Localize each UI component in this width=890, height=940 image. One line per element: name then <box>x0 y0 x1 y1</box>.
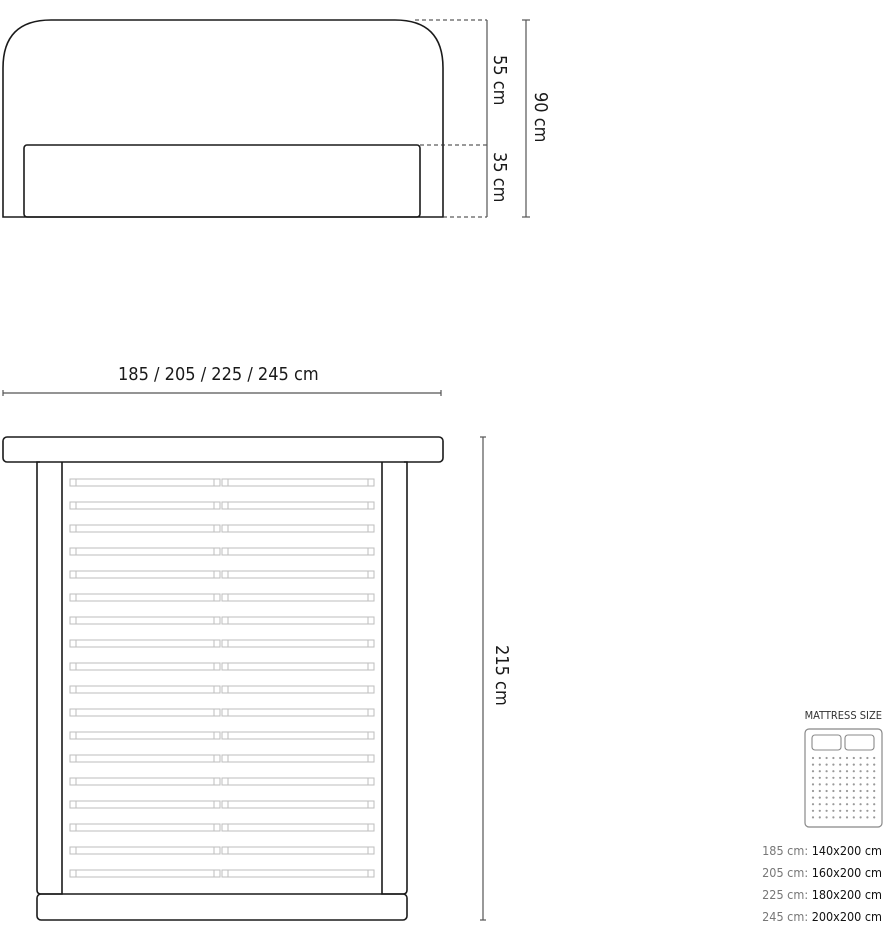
mattress-dot <box>839 810 841 812</box>
mattress-dot <box>832 770 834 772</box>
mattress-dot <box>846 797 848 799</box>
dimension-line-length <box>480 437 486 920</box>
slat <box>70 709 220 716</box>
mattress-dot <box>812 764 814 766</box>
mattress-dot <box>853 770 855 772</box>
slat <box>222 617 374 624</box>
mattress-dot <box>873 816 875 818</box>
mattress-dot <box>846 770 848 772</box>
mattress-dot <box>866 770 868 772</box>
mattress-dot <box>812 757 814 759</box>
mattress-dot <box>846 783 848 785</box>
mattress-dot <box>826 777 828 779</box>
mattress-dot <box>812 803 814 805</box>
mattress-dot <box>873 777 875 779</box>
mattress-dot <box>853 810 855 812</box>
mattress-dot <box>846 810 848 812</box>
mattress-size-list <box>762 840 882 928</box>
mattress-dot <box>860 770 862 772</box>
slats <box>70 479 374 877</box>
headboard-top <box>3 437 443 462</box>
size-row: 245 cm: 200x200 cm <box>762 909 882 924</box>
slat <box>222 755 374 762</box>
dim-base-label: 35 cm <box>489 152 510 203</box>
mattress-dot <box>812 797 814 799</box>
slat <box>222 824 374 831</box>
mattress-size-title: MATTRESS SIZE <box>804 709 882 722</box>
slat <box>222 548 374 555</box>
dimension-line-width <box>3 390 441 396</box>
dim-length-label: 215 cm <box>491 645 512 706</box>
mattress-dot <box>860 810 862 812</box>
dim-headboard-label: 55 cm <box>489 55 510 106</box>
size-row: 185 cm: 140x200 cm <box>762 843 882 858</box>
dim-total-height-label: 90 cm <box>530 92 551 143</box>
slat <box>70 571 220 578</box>
mattress-dot <box>819 797 821 799</box>
slat <box>222 571 374 578</box>
mattress-dot <box>873 803 875 805</box>
mattress-dot <box>826 764 828 766</box>
mattress-dot <box>873 770 875 772</box>
pillow-icon-right <box>845 735 874 750</box>
slat <box>222 870 374 877</box>
mattress-dot <box>873 757 875 759</box>
mattress-dot <box>839 757 841 759</box>
mattress-dot <box>819 803 821 805</box>
mattress-dot <box>853 803 855 805</box>
mattress-dot <box>819 810 821 812</box>
mattress-dot <box>873 810 875 812</box>
dimension-guides <box>415 20 487 217</box>
mattress-dot <box>819 777 821 779</box>
slat <box>70 686 220 693</box>
mattress-dot <box>846 777 848 779</box>
mattress-dot <box>839 816 841 818</box>
mattress-dot <box>860 757 862 759</box>
mattress-dot <box>832 790 834 792</box>
mattress-dot <box>839 777 841 779</box>
footboard-top <box>37 894 407 920</box>
slat <box>222 525 374 532</box>
mattress-dot <box>832 757 834 759</box>
mattress-dot <box>846 803 848 805</box>
mattress-dot <box>860 803 862 805</box>
slat <box>222 801 374 808</box>
mattress-dot <box>866 790 868 792</box>
mattress-dot <box>853 783 855 785</box>
headboard-front <box>3 20 443 217</box>
mattress-dot <box>826 810 828 812</box>
size-row: 225 cm: 180x200 cm <box>762 887 882 902</box>
slat <box>222 732 374 739</box>
slat <box>70 502 220 509</box>
slat <box>70 732 220 739</box>
mattress-dot <box>860 816 862 818</box>
base-front <box>24 145 420 217</box>
mattress-dot <box>860 797 862 799</box>
mattress-dot <box>860 777 862 779</box>
mattress-dot <box>826 757 828 759</box>
mattress-dot <box>866 816 868 818</box>
mattress-dot <box>812 777 814 779</box>
mattress-dot <box>866 777 868 779</box>
slat <box>70 755 220 762</box>
slat <box>70 663 220 670</box>
slat <box>222 479 374 486</box>
slat <box>70 525 220 532</box>
slat <box>70 847 220 854</box>
side-rail-right <box>382 462 407 894</box>
mattress-dot <box>812 790 814 792</box>
mattress-dot <box>839 790 841 792</box>
mattress-dot <box>846 790 848 792</box>
mattress-dot <box>853 764 855 766</box>
mattress-dot <box>812 810 814 812</box>
mattress-dot <box>873 797 875 799</box>
mattress-dot <box>853 790 855 792</box>
slat <box>70 778 220 785</box>
slat <box>222 709 374 716</box>
mattress-dot <box>832 783 834 785</box>
mattress-dot <box>873 790 875 792</box>
mattress-dot <box>839 797 841 799</box>
mattress-dot <box>866 757 868 759</box>
mattress-dot <box>832 764 834 766</box>
pillow-icon-left <box>812 735 841 750</box>
mattress-dot <box>812 816 814 818</box>
mattress-dot <box>832 803 834 805</box>
slat <box>222 847 374 854</box>
mattress-dot <box>832 797 834 799</box>
mattress-dot <box>819 783 821 785</box>
slat <box>70 640 220 647</box>
mattress-dot <box>832 777 834 779</box>
slat <box>222 502 374 509</box>
mattress-dot <box>839 803 841 805</box>
slat <box>222 686 374 693</box>
mattress-dot <box>826 770 828 772</box>
mattress-dot <box>873 764 875 766</box>
mattress-dot <box>853 777 855 779</box>
size-row: 205 cm: 160x200 cm <box>762 865 882 880</box>
mattress-icon-frame <box>805 729 882 827</box>
side-rail-left <box>37 462 62 894</box>
mattress-dot <box>866 810 868 812</box>
mattress-dot <box>853 757 855 759</box>
mattress-dot <box>826 816 828 818</box>
mattress-dot <box>826 803 828 805</box>
mattress-dot <box>839 770 841 772</box>
mattress-dot <box>812 770 814 772</box>
mattress-dot <box>853 797 855 799</box>
mattress-dot <box>846 816 848 818</box>
slat <box>222 594 374 601</box>
slat <box>70 479 220 486</box>
slat <box>222 663 374 670</box>
mattress-dot <box>866 797 868 799</box>
mattress-dot <box>860 790 862 792</box>
mattress-dot <box>846 764 848 766</box>
slat <box>70 548 220 555</box>
mattress-dot <box>866 803 868 805</box>
mattress-dot <box>866 783 868 785</box>
mattress-dot <box>866 764 868 766</box>
mattress-dot <box>826 790 828 792</box>
mattress-dot <box>846 757 848 759</box>
mattress-dot <box>860 764 862 766</box>
mattress-dot <box>832 810 834 812</box>
mattress-dot <box>826 783 828 785</box>
mattress-dot <box>860 783 862 785</box>
slat <box>70 801 220 808</box>
slat <box>70 594 220 601</box>
mattress-dot <box>832 816 834 818</box>
mattress-dot <box>853 816 855 818</box>
mattress-dot <box>839 783 841 785</box>
slat <box>70 824 220 831</box>
slat <box>222 640 374 647</box>
slat <box>70 870 220 877</box>
slat <box>70 617 220 624</box>
mattress-dot <box>839 764 841 766</box>
mattress-dot <box>873 783 875 785</box>
dim-width-label: 185 / 205 / 225 / 245 cm <box>118 364 319 385</box>
mattress-dot <box>819 764 821 766</box>
mattress-dot <box>819 757 821 759</box>
mattress-dot <box>819 770 821 772</box>
mattress-dot <box>819 790 821 792</box>
mattress-dot <box>819 816 821 818</box>
mattress-dots <box>812 757 875 819</box>
slat <box>222 778 374 785</box>
mattress-dot <box>826 797 828 799</box>
mattress-dot <box>812 783 814 785</box>
